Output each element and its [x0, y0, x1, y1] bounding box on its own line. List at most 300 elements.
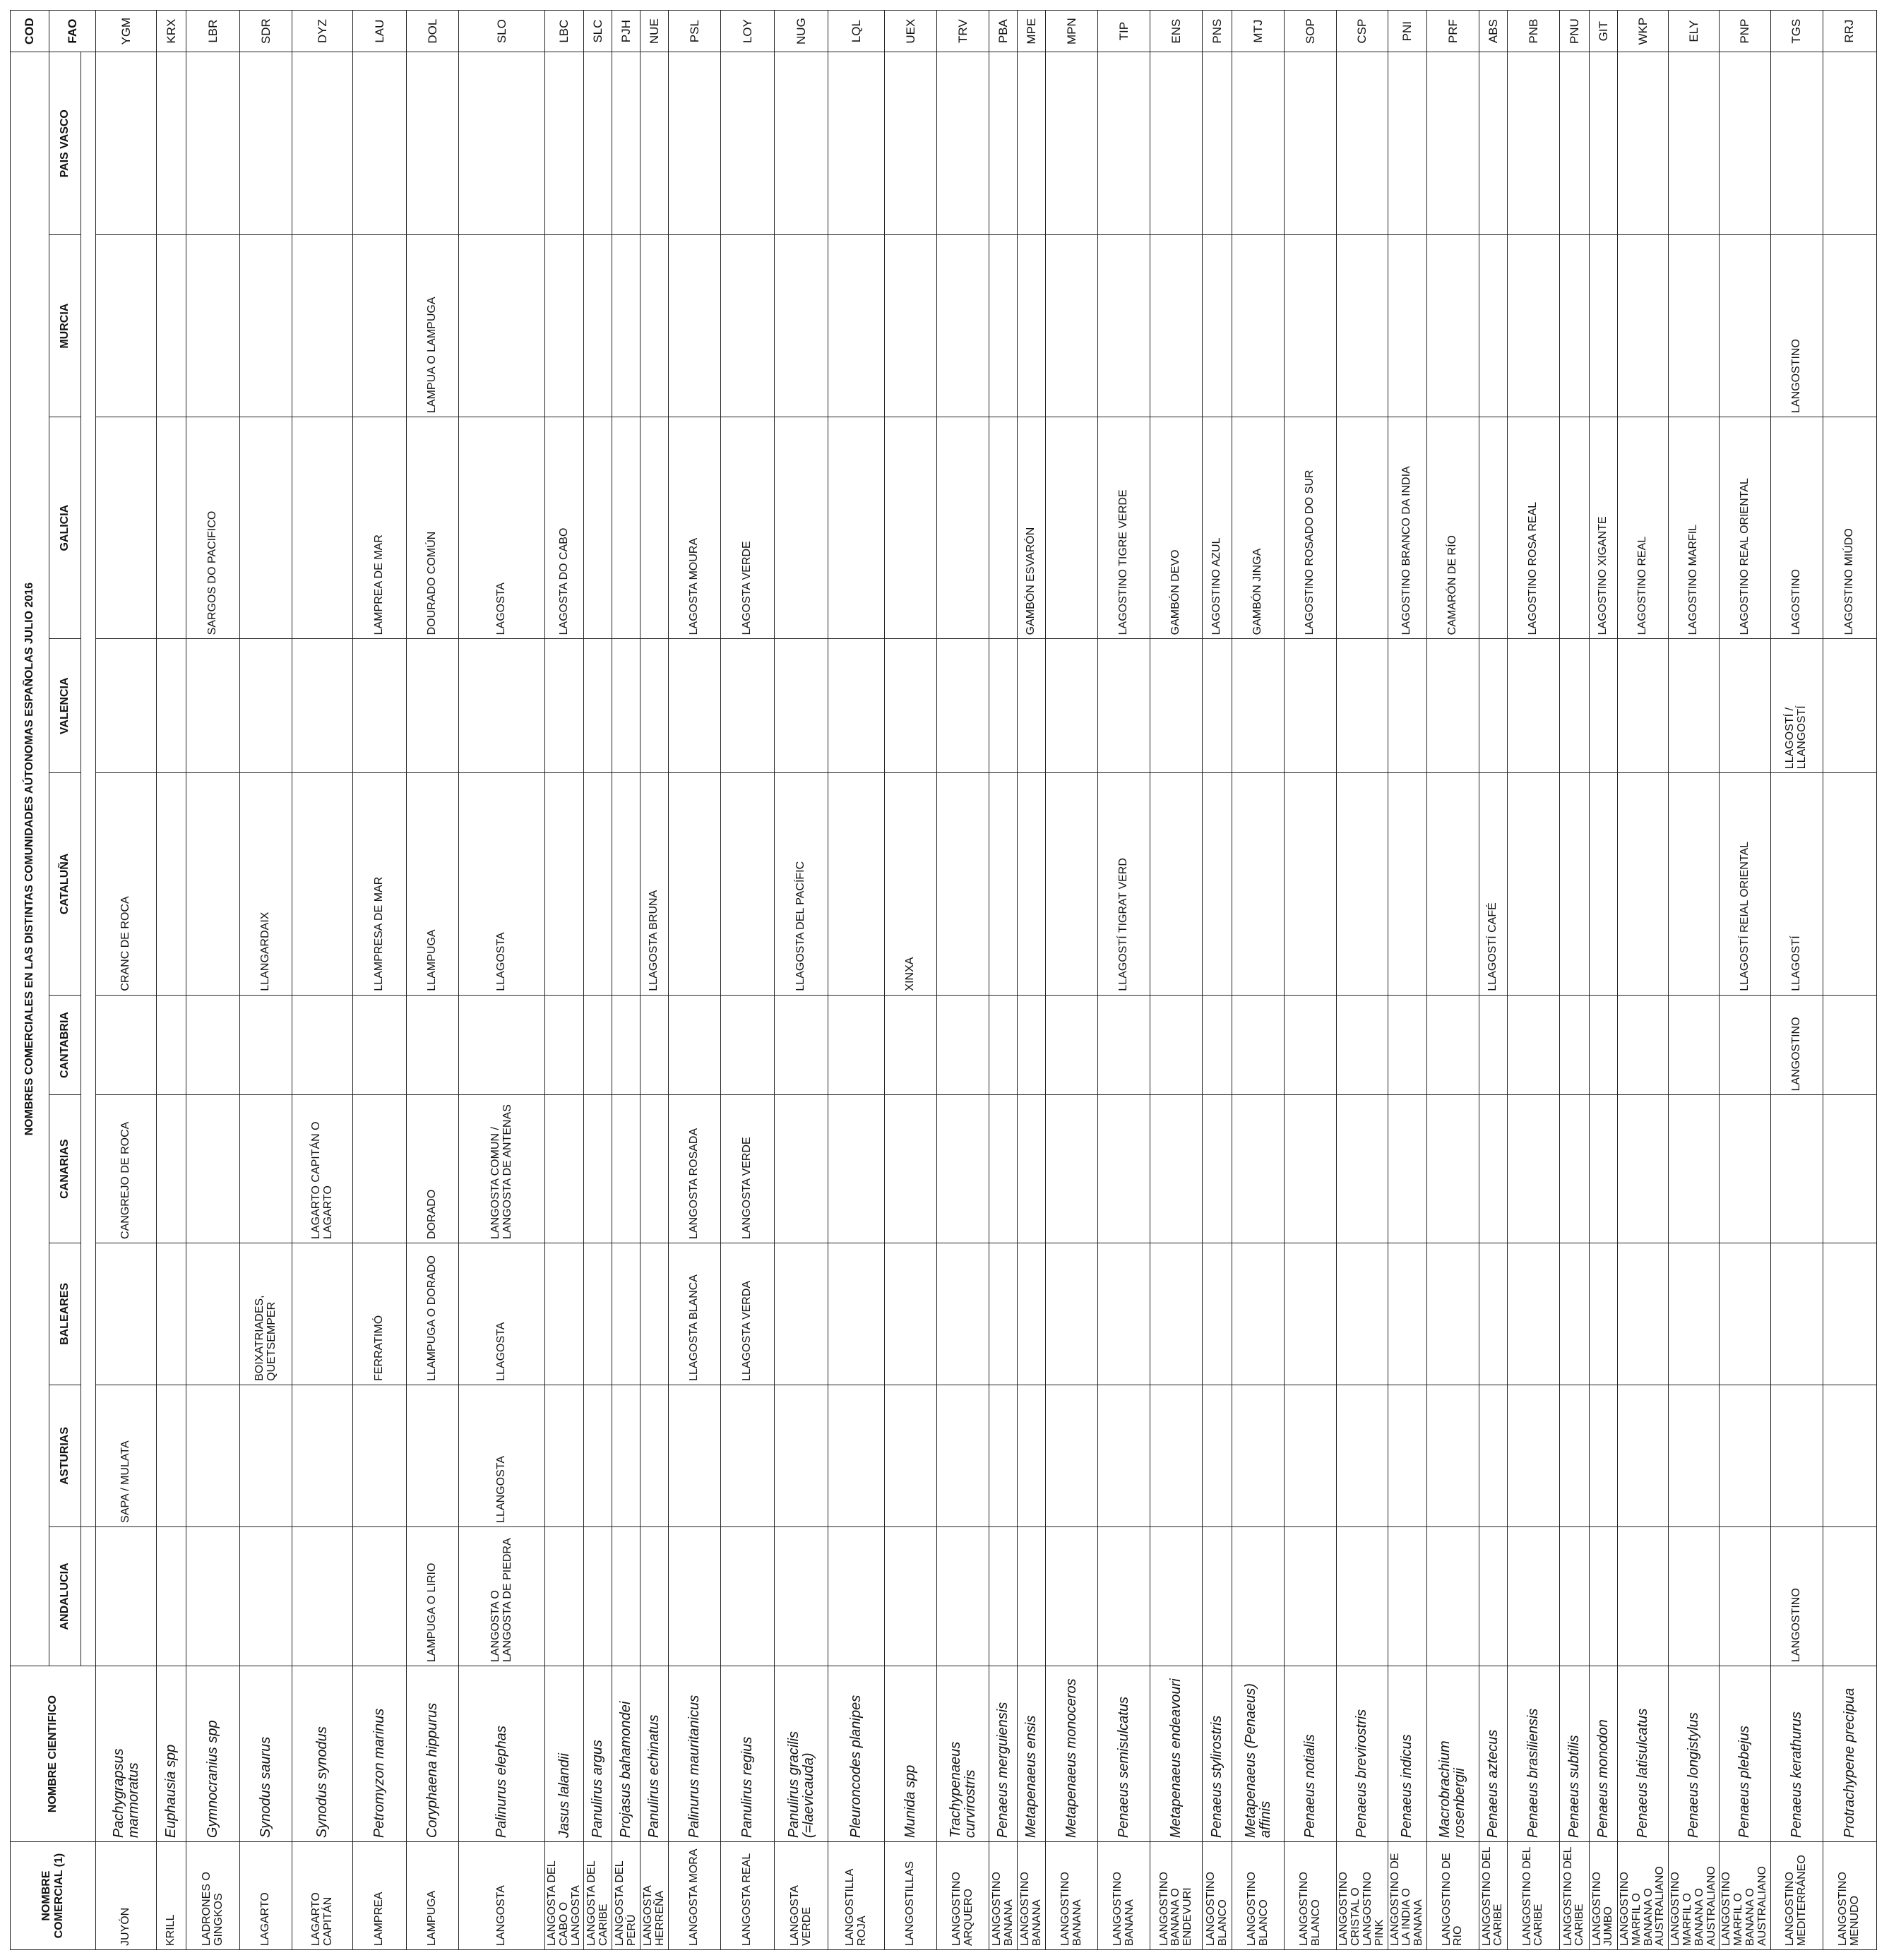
cell-nombre-comercial: LANGOSTINO MENUDO: [1823, 1842, 1876, 1950]
cell-region-name: [937, 1095, 989, 1243]
cell-region-name: [1669, 1385, 1720, 1526]
table-row: [885, 11, 937, 1950]
cell-nombre-comercial: LANGOSTINO DEL CARIBE: [1479, 1842, 1507, 1950]
cell-nombre-cientifico: Coryphaena hippurus: [407, 1666, 459, 1842]
cell-region-name: [775, 1095, 828, 1243]
cell-region-name: [989, 235, 1018, 417]
cell-region-name: [1669, 773, 1720, 995]
cell-region-name: [1507, 1526, 1559, 1666]
cell-nombre-comercial: LANGOSTA DEL PERÚ: [612, 1842, 640, 1950]
cell-region-name: LANGOSTA VERDE: [721, 1095, 775, 1243]
cell-region-name: [186, 52, 240, 235]
cell-region-name: [407, 52, 459, 235]
cell-region-name: [885, 1095, 937, 1243]
cell-region-name: [96, 417, 157, 638]
cell-region-name: [1720, 235, 1770, 417]
cell-region-name: [1617, 235, 1668, 417]
cell-region-name: [1046, 1243, 1098, 1385]
cell-region-name: [721, 639, 775, 773]
cell-region-name: [1285, 639, 1337, 773]
cell-region-name: [1589, 1095, 1617, 1243]
cell-region-name: [640, 1243, 669, 1385]
table-row: [989, 11, 1018, 1950]
cell-region-name: [157, 639, 186, 773]
cell-region-name: [1203, 773, 1232, 995]
cell-region-name: [407, 995, 459, 1095]
cell-region-name: [937, 1243, 989, 1385]
cell-region-name: [989, 995, 1018, 1095]
cell-nombre-cientifico: Penaeus longistylus: [1669, 1666, 1720, 1842]
cell-region-name: [1232, 1243, 1285, 1385]
header-nombre-cientifico: NOMBRE CIENTIFICO: [11, 1666, 96, 1842]
cell-region-name: LAMPREA DE MAR: [353, 417, 407, 638]
cell-nombre-comercial: LANGOSTILLA ROJA: [828, 1842, 885, 1950]
cell-region-name: GAMBÓN DEVO: [1150, 417, 1203, 638]
cell-region-name: [1559, 995, 1589, 1095]
cell-region-name: [584, 1385, 612, 1526]
cell-region-name: [1589, 52, 1617, 235]
cell-region-name: [1823, 773, 1876, 995]
cell-region-name: [1046, 773, 1098, 995]
cell-region-name: LAGOSTINO MIÚDO: [1823, 417, 1876, 638]
table-row: [1770, 11, 1823, 1950]
cell-region-name: LLAGOSTÍ: [1770, 773, 1823, 995]
cell-region-name: [1150, 1095, 1203, 1243]
cell-fao-code: PNU: [1559, 11, 1589, 52]
cell-fao-code: LOY: [721, 11, 775, 52]
cell-region-name: [1018, 773, 1046, 995]
cell-region-name: [157, 1243, 186, 1385]
table-row: [407, 11, 459, 1950]
cell-region-name: SARGOS DO PACIFICO: [186, 417, 240, 638]
header-region: BALEARES: [49, 1243, 81, 1385]
cell-nombre-comercial: LANGOSTINO BLANCO: [1203, 1842, 1232, 1950]
cell-fao-code: ENS: [1150, 11, 1203, 52]
cell-nombre-cientifico: Penaeus brasiliensis: [1507, 1666, 1559, 1842]
cell-region-name: [1232, 235, 1285, 417]
cell-region-name: [1426, 1385, 1479, 1526]
cell-region-name: DORADO: [407, 1095, 459, 1243]
cell-region-name: [1823, 1526, 1876, 1666]
cell-region-name: [828, 1385, 885, 1526]
cell-nombre-cientifico: Penaeus merguiensis: [989, 1666, 1018, 1842]
cell-region-name: [1337, 1385, 1388, 1526]
cell-region-name: [828, 773, 885, 995]
cell-nombre-cientifico: Panulirus gracilis (=laevicauda): [775, 1666, 828, 1842]
cell-region-name: [545, 773, 584, 995]
cell-region-name: [1479, 1095, 1507, 1243]
cell-region-name: [1388, 995, 1426, 1095]
cell-region-name: [1426, 1243, 1479, 1385]
cell-region-name: LANGOSTINO: [1770, 235, 1823, 417]
table-row: [937, 11, 989, 1950]
cell-region-name: [1589, 1526, 1617, 1666]
cell-nombre-comercial: LANGOSTINO BANANA: [1046, 1842, 1098, 1950]
cell-region-name: [1720, 1243, 1770, 1385]
cell-nombre-comercial: LANGOSTINO DEL CARIBE: [1559, 1842, 1589, 1950]
cell-region-name: [584, 417, 612, 638]
cell-nombre-cientifico: Penaeus notialis: [1285, 1666, 1337, 1842]
cell-nombre-comercial: LANGOSTA MORA: [669, 1842, 721, 1950]
cell-region-name: [186, 1095, 240, 1243]
table-row: [1150, 11, 1203, 1950]
cell-region-name: CAMARÓN DE RÍO: [1426, 417, 1479, 638]
cell-region-name: [612, 1385, 640, 1526]
cell-region-name: [1823, 1385, 1876, 1526]
cell-region-name: [353, 639, 407, 773]
cell-nombre-cientifico: Pachygrapsus marmoratus: [96, 1666, 157, 1842]
cell-region-name: [1479, 417, 1507, 638]
cell-region-name: [1617, 52, 1668, 235]
cell-region-name: [1337, 417, 1388, 638]
cell-region-name: LLAGOSTA BRUNA: [640, 773, 669, 995]
cell-region-name: [612, 235, 640, 417]
cell-region-name: LLAGOSTÍ / LLANGOSTÍ: [1770, 639, 1823, 773]
cell-region-name: [584, 995, 612, 1095]
cell-region-name: [1426, 639, 1479, 773]
table-row: [96, 11, 157, 1950]
cell-region-name: [1507, 52, 1559, 235]
cell-region-name: [1617, 995, 1668, 1095]
cell-nombre-cientifico: Palinurus mauritanicus: [669, 1666, 721, 1842]
cell-region-name: [828, 995, 885, 1095]
header-region: PAIS VASCO: [49, 52, 81, 235]
cell-region-name: [721, 773, 775, 995]
table-row: [669, 11, 721, 1950]
cell-nombre-cientifico: Penaeus subtilis: [1559, 1666, 1589, 1842]
cell-region-name: [1098, 1243, 1150, 1385]
cell-region-name: LAGARTO CAPITÁN O LAGARTO: [292, 1095, 353, 1243]
cell-region-name: [1559, 52, 1589, 235]
cell-fao-code: WKP: [1617, 11, 1668, 52]
cell-region-name: [989, 1095, 1018, 1243]
cell-region-name: [828, 639, 885, 773]
cell-fao-code: SDR: [240, 11, 292, 52]
cell-region-name: LAGOSTINO: [1770, 417, 1823, 638]
cell-nombre-cientifico: Metapenaeus ensis: [1018, 1666, 1046, 1842]
cell-region-name: [1720, 52, 1770, 235]
cell-region-name: [1669, 995, 1720, 1095]
table-row: [1617, 11, 1668, 1950]
cell-nombre-cientifico: Penaeus aztecus: [1479, 1666, 1507, 1842]
cell-region-name: [1018, 639, 1046, 773]
cell-region-name: LAGOSTINO ROSADO DO SUR: [1285, 417, 1337, 638]
cell-region-name: LANGOSTA ROSADA: [669, 1095, 721, 1243]
cell-region-name: [459, 639, 545, 773]
cell-region-name: [885, 639, 937, 773]
cell-region-name: [545, 639, 584, 773]
cell-fao-code: SLO: [459, 11, 545, 52]
cell-fao-code: MTJ: [1232, 11, 1285, 52]
cell-region-name: [240, 1095, 292, 1243]
cell-region-name: LLAGOSTA: [459, 773, 545, 995]
cell-region-name: [828, 52, 885, 235]
table-row: [545, 11, 584, 1950]
cell-region-name: [885, 1243, 937, 1385]
cell-fao-code: PSL: [669, 11, 721, 52]
cell-region-name: [240, 52, 292, 235]
cell-region-name: [584, 773, 612, 995]
cell-region-name: [1479, 1243, 1507, 1385]
header-region: CANTABRIA: [49, 995, 81, 1095]
cell-region-name: LANGOSTA O LANGOSTA DE PIEDRA: [459, 1526, 545, 1666]
cell-nombre-comercial: LAGARTO CAPITÁN: [292, 1842, 353, 1950]
cell-region-name: DOURADO COMÚN: [407, 417, 459, 638]
cell-region-name: [353, 1385, 407, 1526]
cell-region-name: [1589, 639, 1617, 773]
cell-fao-code: SOP: [1285, 11, 1337, 52]
header-nombre-comercial: NOMBRE COMERCIAL (1): [11, 1842, 96, 1950]
cell-region-name: LAMPUGA O LIRIO: [407, 1526, 459, 1666]
cell-region-name: [292, 1385, 353, 1526]
cell-region-name: [157, 1526, 186, 1666]
cell-region-name: [775, 995, 828, 1095]
cell-region-name: [1232, 52, 1285, 235]
cell-region-name: [1046, 1385, 1098, 1526]
cell-region-name: [96, 52, 157, 235]
cell-region-name: [1559, 1243, 1589, 1385]
cell-nombre-comercial: LANGOSTA REAL: [721, 1842, 775, 1950]
cell-region-name: LLAMPUGA O DORADO: [407, 1243, 459, 1385]
cell-region-name: [1559, 417, 1589, 638]
cell-region-name: [157, 1095, 186, 1243]
cell-fao-code: NUE: [640, 11, 669, 52]
table-row: [157, 11, 186, 1950]
cell-region-name: [1232, 639, 1285, 773]
cell-region-name: [1285, 773, 1337, 995]
cell-nombre-comercial: LANGOSTINO JUMBO: [1589, 1842, 1617, 1950]
cell-fao-code: RRJ: [1823, 11, 1876, 52]
cell-region-name: [1559, 1095, 1589, 1243]
cell-fao-code: LBR: [186, 11, 240, 52]
cell-region-name: [353, 995, 407, 1095]
cell-nombre-cientifico: Munida spp: [885, 1666, 937, 1842]
cell-region-name: [240, 639, 292, 773]
cell-nombre-cientifico: Projasus bahamondei: [612, 1666, 640, 1842]
cell-region-name: [240, 235, 292, 417]
cell-region-name: BOIXATRIADES, QUETSEMPER: [240, 1243, 292, 1385]
cell-region-name: [1669, 235, 1720, 417]
cell-region-name: LAGOSTINO REAL ORIENTAL: [1720, 417, 1770, 638]
cell-region-name: [240, 417, 292, 638]
cell-fao-code: PJH: [612, 11, 640, 52]
header-region: ANDALUCIA: [49, 1526, 81, 1666]
cell-region-name: [157, 235, 186, 417]
table-row: [640, 11, 669, 1950]
cell-region-name: [1720, 639, 1770, 773]
cell-nombre-cientifico: Penaeus kerathurus: [1770, 1666, 1823, 1842]
cell-region-name: [1479, 1385, 1507, 1526]
cell-region-name: [186, 1385, 240, 1526]
cell-region-name: [545, 52, 584, 235]
cell-region-name: [1232, 773, 1285, 995]
spacer-cell: [81, 52, 96, 1527]
cell-region-name: [937, 417, 989, 638]
header-row-regions: [49, 11, 81, 1950]
cell-region-name: [1559, 235, 1589, 417]
cell-region-name: [1388, 773, 1426, 995]
cell-region-name: [96, 1526, 157, 1666]
cell-region-name: [1589, 235, 1617, 417]
cell-region-name: [937, 52, 989, 235]
cell-region-name: [640, 639, 669, 773]
cell-region-name: [1150, 773, 1203, 995]
cell-nombre-cientifico: Synodus saurus: [240, 1666, 292, 1842]
table-row: [1479, 11, 1507, 1950]
cell-nombre-comercial: LANGOSTA VERDE: [775, 1842, 828, 1950]
cell-region-name: [1337, 52, 1388, 235]
cell-region-name: [1337, 773, 1388, 995]
header-region: CANARIAS: [49, 1095, 81, 1243]
cell-region-name: [669, 773, 721, 995]
cell-region-name: [885, 1385, 937, 1526]
cell-region-name: [1150, 1526, 1203, 1666]
spacer-cell: [81, 1526, 96, 1666]
cell-nombre-cientifico: Penaeus plebejus: [1720, 1666, 1770, 1842]
cell-region-name: LAGOSTINO AZUL: [1203, 417, 1232, 638]
cell-region-name: [1150, 235, 1203, 417]
cell-region-name: [407, 1385, 459, 1526]
cell-region-name: LANGOSTINO: [1770, 995, 1823, 1095]
cell-nombre-comercial: JUYÓN: [96, 1842, 157, 1950]
cell-fao-code: LAU: [353, 11, 407, 52]
cell-region-name: [1507, 235, 1559, 417]
table-row: [1823, 11, 1876, 1950]
cell-region-name: [1232, 1095, 1285, 1243]
cell-region-name: [1669, 1095, 1720, 1243]
cell-region-name: [885, 995, 937, 1095]
cell-region-name: [1018, 235, 1046, 417]
cell-region-name: [1720, 1095, 1770, 1243]
cell-region-name: [721, 235, 775, 417]
cell-region-name: [1720, 1526, 1770, 1666]
cell-region-name: LLAGOSTÍ TIGRAT VERD: [1098, 773, 1150, 995]
cell-region-name: [1720, 1385, 1770, 1526]
cell-region-name: [1559, 639, 1589, 773]
cell-region-name: [1285, 52, 1337, 235]
cell-region-name: [1285, 1243, 1337, 1385]
cell-region-name: [1617, 773, 1668, 995]
cell-region-name: [1426, 1526, 1479, 1666]
cell-region-name: [157, 1385, 186, 1526]
cell-region-name: [545, 1526, 584, 1666]
cell-region-name: [1203, 1243, 1232, 1385]
cell-region-name: [721, 52, 775, 235]
cell-fao-code: TRV: [937, 11, 989, 52]
cell-region-name: [612, 1243, 640, 1385]
cell-region-name: [721, 1526, 775, 1666]
cell-nombre-cientifico: Penaeus brevirostris: [1337, 1666, 1388, 1842]
cell-region-name: [545, 235, 584, 417]
cell-nombre-cientifico: Penaeus stylirostris: [1203, 1666, 1232, 1842]
cell-region-name: [669, 1526, 721, 1666]
cell-region-name: [1203, 1095, 1232, 1243]
cell-region-name: [353, 235, 407, 417]
cell-region-name: [1507, 639, 1559, 773]
cell-region-name: [989, 1243, 1018, 1385]
cell-nombre-comercial: LANGOSTINO MARFIL O BANANA O AUSTRALIANO: [1669, 1842, 1720, 1950]
cell-region-name: [721, 1385, 775, 1526]
cell-region-name: [186, 773, 240, 995]
cell-region-name: [1426, 1095, 1479, 1243]
cell-nombre-cientifico: Trachypenaeus curvirostris: [937, 1666, 989, 1842]
cell-region-name: [989, 1526, 1018, 1666]
cell-region-name: [937, 1385, 989, 1526]
cell-region-name: [937, 995, 989, 1095]
cell-region-name: [1098, 995, 1150, 1095]
cell-region-name: LLAMPUGA: [407, 773, 459, 995]
header-cod: COD: [11, 11, 49, 52]
cell-region-name: [885, 417, 937, 638]
cell-region-name: [1337, 1243, 1388, 1385]
cell-region-name: LLAGOSTA VERDA: [721, 1243, 775, 1385]
cell-region-name: [989, 639, 1018, 773]
cell-nombre-comercial: LANGOSTINO DE LA INDIA O BANANA: [1388, 1842, 1426, 1950]
cell-region-name: [1388, 639, 1426, 773]
cell-region-name: [1479, 235, 1507, 417]
cell-region-name: SAPA / MULATA: [96, 1385, 157, 1526]
cell-region-name: [1507, 1243, 1559, 1385]
cell-nombre-comercial: LAMPREA: [353, 1842, 407, 1950]
cell-region-name: [1285, 995, 1337, 1095]
cell-region-name: [545, 1243, 584, 1385]
cell-nombre-comercial: LANGOSTINO BANANA O ENDEVURI: [1150, 1842, 1203, 1950]
cell-region-name: LLAGOSTÍ REIAL ORIENTAL: [1720, 773, 1770, 995]
cell-region-name: [1479, 995, 1507, 1095]
cell-region-name: LLAGOSTÍ CAFÉ: [1479, 773, 1507, 995]
cell-region-name: [1823, 1243, 1876, 1385]
cell-region-name: [1285, 1385, 1337, 1526]
cell-nombre-cientifico: Euphausia spp: [157, 1666, 186, 1842]
cell-region-name: [612, 417, 640, 638]
cell-nombre-cientifico: Penaeus latisulcatus: [1617, 1666, 1668, 1842]
cell-region-name: [1507, 1095, 1559, 1243]
cell-region-name: [775, 1526, 828, 1666]
cell-region-name: [1388, 1243, 1426, 1385]
cell-nombre-cientifico: Panulirus regius: [721, 1666, 775, 1842]
cell-region-name: [775, 417, 828, 638]
cell-region-name: LANGOSTINO: [1770, 1526, 1823, 1666]
cell-region-name: [292, 1243, 353, 1385]
cell-region-name: [1507, 1385, 1559, 1526]
cell-fao-code: NUG: [775, 11, 828, 52]
cell-fao-code: LBC: [545, 11, 584, 52]
cell-region-name: LAGOSTA VERDE: [721, 417, 775, 638]
cell-region-name: LAGOSTINO BRANCO DA INDIA: [1388, 417, 1426, 638]
cell-nombre-cientifico: Jasus lalandii: [545, 1666, 584, 1842]
cell-region-name: [1150, 1243, 1203, 1385]
cell-region-name: [459, 235, 545, 417]
cell-region-name: [1617, 1095, 1668, 1243]
cell-fao-code: KRX: [157, 11, 186, 52]
cell-region-name: [828, 1526, 885, 1666]
cell-nombre-cientifico: Protrachypene precipua: [1823, 1666, 1876, 1842]
cell-fao-code: TIP: [1098, 11, 1150, 52]
cell-region-name: LLANGARDAIX: [240, 773, 292, 995]
cell-nombre-comercial: LANGOSTINO BLANCO: [1232, 1842, 1285, 1950]
cell-region-name: [1669, 52, 1720, 235]
cell-region-name: LAGOSTA: [459, 417, 545, 638]
cell-region-name: [1232, 1385, 1285, 1526]
cell-nombre-comercial: LANGOSTA DEL CARIBE: [584, 1842, 612, 1950]
cell-region-name: [1046, 235, 1098, 417]
cell-region-name: [186, 1526, 240, 1666]
cell-region-name: [1720, 995, 1770, 1095]
cell-region-name: [640, 417, 669, 638]
table-row: [1098, 11, 1150, 1950]
cell-region-name: [584, 1095, 612, 1243]
cell-region-name: [96, 995, 157, 1095]
